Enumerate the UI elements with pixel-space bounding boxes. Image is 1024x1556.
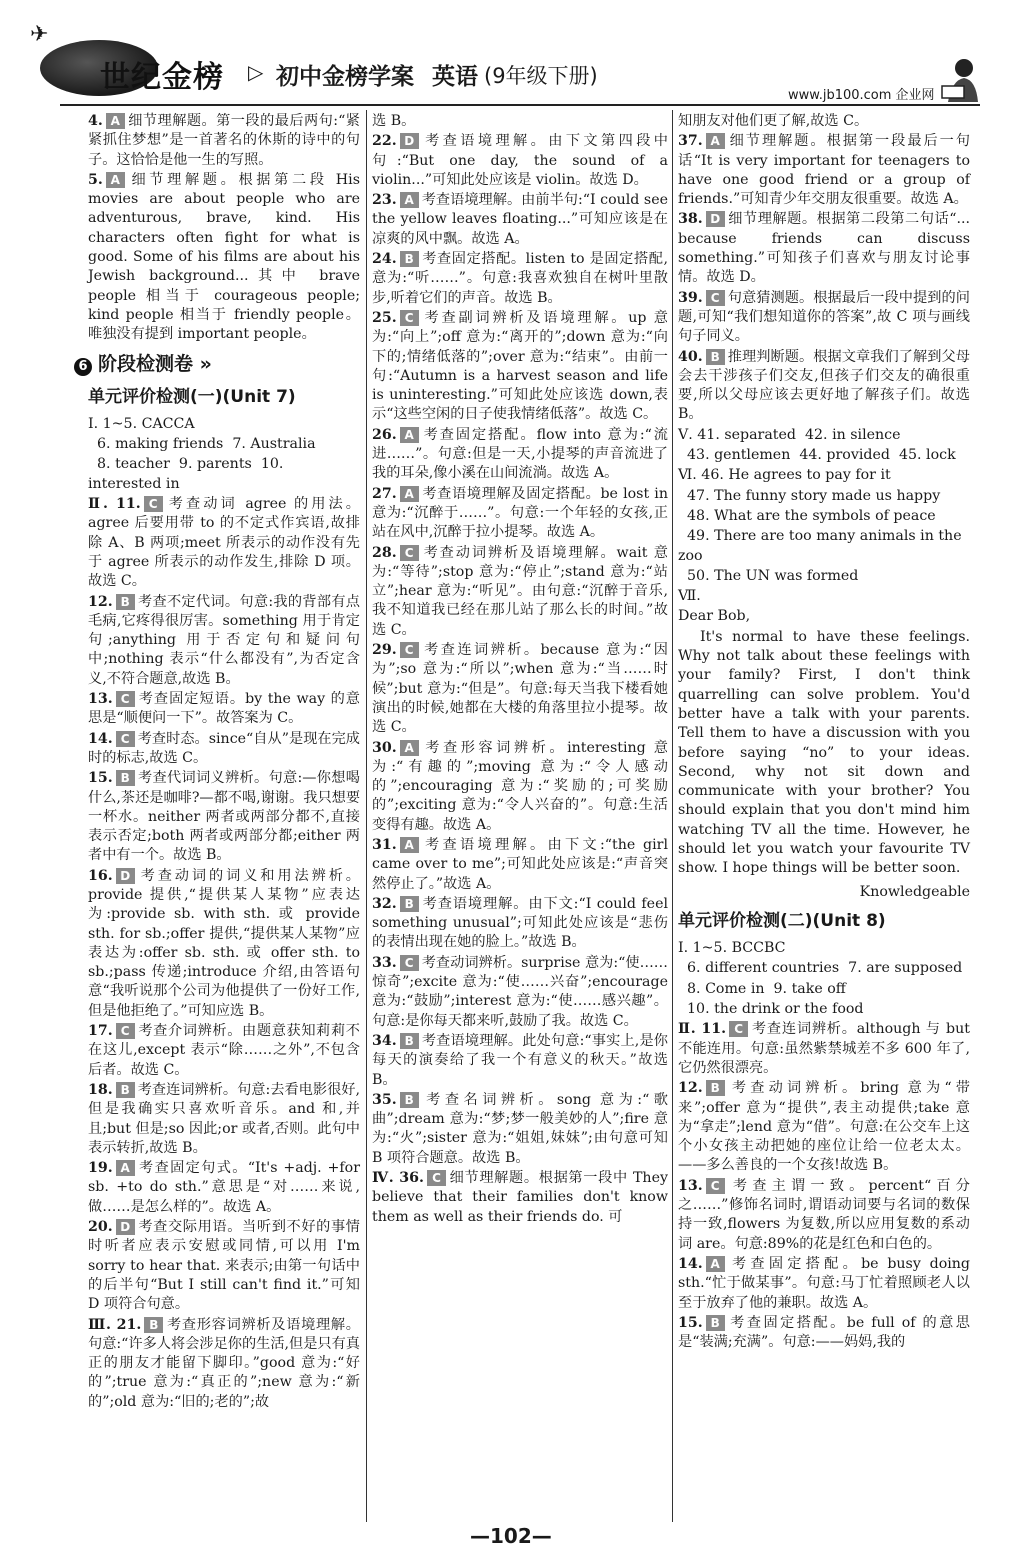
answer-line: 49. There are too many animals in the zoo: [678, 528, 967, 564]
answer-item: [88, 495, 360, 591]
answer-badge: C: [427, 1170, 446, 1186]
answer-badge: C: [729, 1021, 748, 1037]
answer-item: [88, 1159, 360, 1217]
answer-item: [372, 739, 668, 835]
answer-line: Ⅰ. 1~5. CACCA: [88, 415, 195, 432]
explanation-text: 考查动词 agree 的用法。agree 后要用带 to 的不定式作宾语,故排除 A、B 两项;meet 所表示的动作没有先于 agree 所表示的动作发生,排除 D 项。故选 C。: [88, 496, 360, 590]
answer-line: 47. The funny story made us happy: [678, 487, 941, 504]
letter-signature: Knowledgeable: [859, 883, 970, 900]
question-number: 33.: [372, 954, 397, 971]
grade-label: (9年级下册): [484, 64, 598, 88]
subject-title: 英语: [432, 64, 478, 90]
question-number: 28.: [372, 544, 397, 561]
explanation-text: 细节理解题。根据第二段第二句话“... because friends can discuss something.”可知孩子们喜欢与朋友讨论事情。故选 D。: [678, 211, 970, 286]
answer-badge: B: [400, 896, 419, 912]
answer-item: [372, 250, 668, 308]
answer-badge: D: [706, 211, 725, 227]
letter-body: It's normal to have these feelings. Why not talk about these feelings with your family? First, I don't think quarrelling can solve problem. You'd better have a talk with your parents. Tell them to have a discussion with you before saying “no” to your ideas. Second, why not sit down and communicate with your brother? You should explain that you don't mind him watching TV all the time. However, he should let you watch your favourite TV show. I hope things will be better soon.: [678, 628, 970, 877]
answer-badge: C: [400, 955, 419, 971]
explanation-text: 考查动词辨析。bring 意为“带来”;offer 意为“提供”,表主动提供;take 意为“拿走”;lend 意为“借”。句意:在公交车上这个小女孩主动把她的座位让给一位老太太。——多么善良的一个女孩!故选 B。: [678, 1080, 970, 1174]
chevron-icon: »: [199, 352, 212, 375]
answer-item: [678, 210, 970, 287]
column-divider: [366, 110, 367, 1522]
answer-item: [372, 954, 668, 1031]
question-number: 13.: [88, 691, 113, 708]
question-number: Ⅱ. 11.: [678, 1021, 727, 1038]
page-header: [0, 0, 1024, 108]
question-number: 27.: [372, 485, 397, 502]
answer-item: [88, 112, 360, 170]
explanation-text: 考查不定代词。句意:我的背部有点毛病,它疼得很厉害。something 用于肯定句;anything 用于否定句和疑问句中;nothing 表示“什么都没有”,为否定含义,不符合题意,故选 B。: [88, 593, 360, 687]
answer-item: [678, 1079, 970, 1175]
answer-item: [372, 191, 668, 249]
answer-item: [678, 1255, 970, 1313]
answer-badge: C: [116, 731, 135, 747]
bird-icon: ✈: [30, 22, 49, 47]
answer-line: 8. teacher 9. parents 10. interested in: [88, 456, 288, 492]
answer-line: 6. different countries 7. are supposed: [678, 960, 963, 977]
explanation-text: 句意猜测题。根据最后一段中提到的问题,可知“我们想知道你的答案”,故 C 项与画线句子同义。: [678, 289, 970, 345]
answer-badge: B: [400, 1092, 419, 1108]
answer-item: [88, 171, 360, 345]
answer-item: [678, 132, 970, 209]
explanation-text: 考查固定搭配。be full of 的意思是“装满;充满”。句意:——妈妈,我的: [678, 1314, 970, 1351]
answer-item: [372, 132, 668, 190]
answer-badge: A: [400, 192, 419, 208]
explanation-text: 考查交际用语。当听到不好的事情时听者应表示安慰或同情,可以用 I'm sorry to hear that. 来表示;由第一句话中的后半句“But I still can't find it.”可知 D 项符合句意。: [88, 1219, 360, 1313]
section-title: 6 阶段检测卷 »: [74, 355, 360, 376]
question-number: 5.: [88, 171, 103, 188]
explanation-text: 细节理解题。根据第一段中 They believe that their families don't know them as well as their friends do. 可: [372, 1170, 668, 1225]
question-number: 30.: [372, 739, 397, 756]
answer-item: [372, 641, 668, 737]
answer-badge: B: [144, 1317, 163, 1333]
answer-item: [372, 1032, 668, 1090]
column-2: [372, 112, 668, 1228]
question-number: 20.: [88, 1219, 113, 1236]
question-number: 23.: [372, 192, 397, 209]
answer-item: [678, 289, 970, 347]
explanation-text: 考查语境理解。由前半句:“I could see the yellow leaves floating...”可知应该是在凉爽的风中飘。故选 A。: [372, 192, 668, 247]
page-number: —102—: [470, 1524, 552, 1548]
question-number: 22.: [372, 133, 397, 150]
question-number: 37.: [678, 133, 703, 150]
section-icon: 6: [74, 358, 92, 376]
explanation-text: 细节理解题。第一段的最后两句:“紧紧抓住梦想”是一首著名的休斯的诗中的句子。这恰恰是他一生的写照。: [88, 113, 360, 168]
answer-item: [88, 730, 360, 769]
answer-badge: A: [106, 113, 125, 129]
explanation-text: 考查固定搭配。be busy doing sth.“忙于做某事”。句意:马丁忙着照顾老人以至于放弃了他的兼职。故选 A。: [678, 1255, 970, 1311]
explanation-text: 考查介词辨析。由题意获知莉莉不在这儿,except 表示“除……之外”,不包含后者。故选 C。: [88, 1023, 360, 1078]
answer-badge: B: [706, 1315, 725, 1331]
answer-badge: C: [116, 1023, 135, 1039]
answer-badge: A: [400, 427, 419, 443]
explanation-text: 考查连词辨析。句意:去看电影很好,但是我确实只喜欢听音乐。and 和,并且;but 但是;so 因此;or 或者,否则。此句中表示转折,故选 B。: [88, 1081, 360, 1156]
answer-badge: A: [106, 172, 125, 188]
answer-badge: A: [400, 740, 419, 756]
answer-badge: A: [400, 837, 419, 853]
letter-label: Ⅶ.: [678, 588, 701, 605]
question-number: 35.: [372, 1091, 397, 1108]
explanation-text: 考查语境理解。由下文:“the girl came over to me”;可知此处应该是:“声音突然停止了。”故选 A。: [372, 836, 668, 892]
explanation-text: 考查动词的词义和用法辨析。provide 提供,“提供某人某物”应表达为:provide sb. with sth. 或 provide sth. for sb.;offer 提供,“提供某人某物”应表达为:offer sb. sth. 或 offer sth. to sb.;pass 传递;introduce 介绍,由答语句意“我听说那个公司为他提供了一份好工作,但是他拒绝了。”可知应选 B。: [88, 867, 360, 1019]
answer-badge: C: [116, 691, 135, 707]
answer-item: [678, 348, 970, 425]
explanation-text: 考查时态。since“自从”是现在完成时的标志,故选 C。: [88, 730, 360, 766]
answer-badge: A: [706, 1256, 725, 1272]
answer-badge: B: [400, 251, 419, 267]
answer-badge: B: [706, 1080, 725, 1096]
explanation-text: 考查主谓一致。percent“百分之……”修饰名词时,谓语动词要与名词的数保持一致,flowers 为复数,所以应用复数的系动词 are。句意:89%的花是红色和白色的。: [678, 1177, 970, 1252]
question-number: 12.: [678, 1080, 703, 1097]
question-number: 12.: [88, 593, 113, 610]
explanation-text: 知朋友对他们更了解,故选 C。: [678, 113, 869, 129]
question-number: Ⅳ. 36.: [372, 1170, 424, 1187]
answer-badge: B: [706, 349, 725, 365]
explanation-text: 考查固定搭配。flow into 意为:“流进……”。句意:但是一天,小提琴的声音流进了我的耳朵,像小溪在山间流淌。故选 A。: [372, 426, 668, 482]
answer-badge: B: [116, 594, 135, 610]
explanation-text: 考查动词辨析及语境理解。wait 意为:“等待”;stop 意为:“停止”;stand 意为:“站立”;hear 意为:“听见”。由句意:“沉醉于音乐,我不知道我已经在那儿站了那么长的时间。”故选 C。: [372, 544, 668, 638]
explanation-text: 考查副词辨析及语境理解。up 意为:“向上”;off 意为:“离开的”;down 意为:“向下的;情绪低落的”;over 意为:“结束”。由前一句:“Autumn is a harvest season and life is uninteresting.”可知此处应该选 down,表示“这些空闲的日子使我情绪低落”。故选 C。: [372, 309, 668, 423]
answer-item: [678, 1020, 970, 1078]
answer-line: 10. the drink or the food: [678, 1001, 864, 1018]
answer-item: [88, 1081, 360, 1158]
answer-badge: C: [706, 1178, 725, 1194]
answer-line: Ⅵ. 46. He agrees to pay for it: [678, 467, 891, 484]
question-number: 13.: [678, 1177, 703, 1194]
answer-line: Ⅴ. 41. separated 42. in silence: [678, 426, 901, 443]
question-number: 29.: [372, 642, 397, 659]
question-number: 15.: [88, 770, 113, 787]
question-number: 15.: [678, 1314, 703, 1331]
explanation-text: 细节理解题。根据第一段最后一句话“It is very important for teenagers to have one good friend or a group of friends.”可知青少年交朋友很重要。故选 A。: [678, 133, 970, 208]
answer-line: 50. The UN was formed: [678, 567, 859, 584]
question-number: Ⅲ. 21.: [88, 1316, 142, 1333]
question-number: 31.: [372, 836, 397, 853]
explanation-text: 细节理解题。根据第二段 His movies are about people who are adventurous, brave, kind. His characters often fight for what is good. Some of his films are about his Jewish background...其中 brave people 相当于 courageous people; kind people 相当于 friendly people。唯独没有提到 important people。: [88, 171, 360, 343]
column-divider: [672, 110, 673, 1522]
explanation-text: 考查固定搭配。listen to 是固定搭配,意为:“听……”。句意:我喜欢独自在树叶里散步,听着它们的声音。故选 B。: [372, 251, 668, 306]
answer-item: [88, 593, 360, 689]
answer-item: [372, 544, 668, 640]
question-number: 25.: [372, 309, 397, 326]
explanation-text: 考查语境理解。由下文:“I could feel something unusual”;可知此处应该是“悲伤的表情出现在她的脸上。”故选 B。: [372, 895, 668, 951]
explanation-text: 推理判断题。根据文章我们了解到父母会去干涉孩子们交友,但孩子们交友的确很重要,所以父母应该去更好地了解孩子们。故选 B。: [678, 348, 970, 423]
answer-item: [372, 836, 668, 894]
question-number: 32.: [372, 895, 397, 912]
question-number: 34.: [372, 1032, 397, 1049]
question-number: 24.: [372, 251, 397, 268]
answer-badge: C: [400, 310, 419, 326]
answer-item: [372, 112, 668, 131]
answer-line: 48. What are the symbols of peace: [678, 507, 936, 524]
question-number: Ⅱ. 11.: [88, 496, 141, 513]
question-number: 4.: [88, 113, 103, 129]
brand-logo: 世纪金榜: [100, 60, 224, 95]
answer-item: [88, 690, 360, 729]
explanation-text: 考查名词辨析。song 意为:“歌曲”;dream 意为:“梦;梦一般美妙的人”;fire 意为:“火”;sister 意为:“姐姐,妹妹”;由句意可知 B 项符合题意。故选 B。: [372, 1091, 668, 1166]
answer-item: [678, 1314, 970, 1353]
triangle-icon: ▷: [248, 60, 264, 84]
answer-badge: D: [400, 133, 419, 149]
answer-badge: B: [400, 1033, 419, 1049]
question-number: 40.: [678, 348, 703, 365]
letter-greeting: Dear Bob,: [678, 608, 751, 625]
answer-item: [88, 1316, 360, 1412]
answer-line: 6. making friends 7. Australia: [88, 436, 316, 453]
answer-badge: C: [400, 642, 419, 658]
reading-figure-icon: [938, 56, 982, 104]
explanation-text: 考查语境理解及固定搭配。be lost in 意为:“沉醉于……”。句意:一个年轻的女孩,正站在风中,沉醉于拉小提琴。故选 A。: [372, 485, 668, 541]
answer-item: [372, 1091, 668, 1168]
question-number: 14.: [678, 1255, 703, 1272]
answer-line: Ⅰ. 1~5. BCCBC: [678, 940, 786, 957]
explanation-text: 考查语境理解。此处句意:“事实上,是你每天的演奏给了我一个有意义的秋天。”故选 B。: [372, 1032, 668, 1088]
explanation-text: 考查动词辨析。surprise 意为:“使……惊奇”;excite 意为:“使……兴奋”;encourage 意为:“鼓励”;interest 意为:“使……感兴趣”。句意:是你每天都来听,鼓励了我。故选 C。: [372, 954, 668, 1029]
answer-item: [88, 1022, 360, 1080]
answer-line: 8. Come in 9. take off: [678, 980, 846, 997]
question-number: 39.: [678, 289, 703, 306]
question-number: 38.: [678, 211, 703, 228]
explanation-text: 考查固定句式。“It's +adj. +for sb. +to do sth.”意思是“对……来说,做……是怎么样的”。故选 A。: [88, 1160, 360, 1215]
answer-line: 43. gentlemen 44. provided 45. lock: [678, 447, 956, 464]
answer-badge: C: [400, 545, 419, 561]
answer-badge: B: [116, 770, 135, 786]
question-number: 14.: [88, 730, 113, 747]
explanation-text: 考查连词辨析。although 与 but 不能连用。句意:虽然紫禁城差不多 600 年了,它仍然很漂亮。: [678, 1021, 970, 1076]
question-number: 17.: [88, 1023, 113, 1040]
unit-title: 单元评价检测(一)(Unit 7): [88, 386, 296, 407]
answer-item: [88, 867, 360, 1021]
answer-badge: B: [116, 1082, 135, 1098]
question-number: 19.: [88, 1160, 113, 1177]
explanation-text: 考查语境理解。由下文第四段中句:“But one day, the sound of a violin...”可知此处应该是 violin。故选 D。: [372, 133, 668, 188]
answer-item: [372, 485, 668, 543]
header-rule: [60, 104, 980, 106]
question-number: 26.: [372, 426, 397, 443]
answer-item: [372, 426, 668, 484]
answer-badge: A: [116, 1160, 135, 1176]
answer-badge: A: [706, 133, 725, 149]
answer-item: [372, 309, 668, 425]
column-1: [78, 112, 361, 1413]
answer-badge: D: [116, 1219, 135, 1235]
explanation-text: 考查代词词义辨析。句意:—你想喝什么,茶还是咖啡?—都不喝,谢谢。我只想要一杯水。neither 两者或两部分都不,直接表示否定;both 两者或两部分都;either 两者中有一个。故选 B。: [88, 770, 361, 864]
explanation-text: 考查形容词辨析。interesting 意为:“有趣的”;moving 意为:“令人感动的”;encouraging 意为:“奖励的;可奖励的”;exciting 意为:“令人兴奋的”。句意:生活变得有趣。故选 A。: [372, 739, 668, 833]
question-number: 16.: [88, 867, 113, 884]
explanation-text: 考查固定短语。by the way 的意思是“顺便问一下”。故答案为 C。: [88, 691, 360, 727]
answer-item: [678, 1177, 970, 1254]
answer-item: [372, 1169, 668, 1227]
explanation-text: 选 B。: [372, 113, 416, 129]
series-title: 初中金榜学案: [276, 64, 414, 90]
answer-badge: C: [144, 496, 163, 512]
answer-item: [372, 895, 668, 953]
answer-badge: D: [116, 868, 135, 884]
column-3: [678, 112, 970, 1353]
question-number: 18.: [88, 1081, 113, 1098]
answer-item: [88, 1218, 360, 1314]
answer-item: [678, 112, 970, 131]
website-url: www.jb100.com 企业网: [788, 88, 935, 103]
answer-item: [88, 769, 360, 865]
unit-title: 单元评价检测(二)(Unit 8): [678, 910, 886, 931]
answer-badge: C: [706, 290, 725, 306]
explanation-text: 考查连词辨析。because 意为:“因为”;so 意为:“所以”;when 意为:“当……时候”;but 意为:“但是”。句意:每天当我下楼看她演出的时候,她都在大楼的角落里拉小提琴。故选 C。: [372, 642, 668, 736]
answer-badge: A: [400, 486, 419, 502]
explanation-text: 考查形容词辨析及语境理解。句意:“许多人将会涉足你的生活,但是只有真正的朋友才能留下脚印。”good 意为:“好的”;true 意为:“真正的”;new 意为:“新的”;old 意为:“旧的;老的”;故: [88, 1316, 360, 1410]
